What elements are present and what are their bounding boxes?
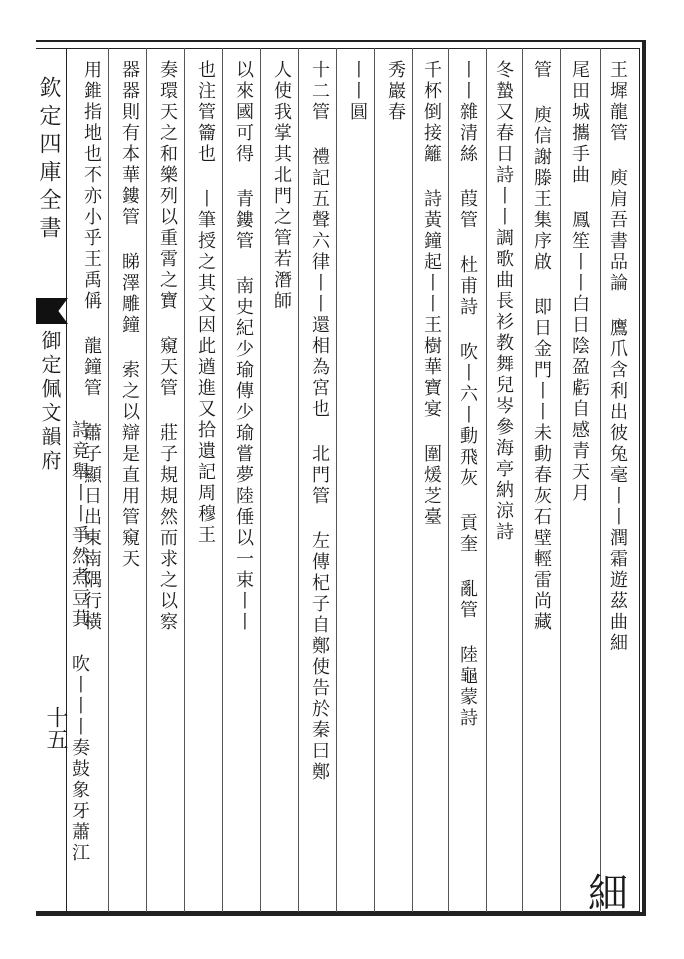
- text-column: 也注管籥也 丨筆授之其文因此遒進又拾遺記周穆王: [195, 60, 216, 546]
- text-column: 以來國可得 青鏤管 南史紀少瑜傳少瑜嘗夢陸倕以一束丨丨: [233, 60, 254, 633]
- column-rule: [374, 48, 375, 912]
- text-column: 千杯倒接籬 詩黃鐘起丨丨王樹華寶宴 圍煖芝臺: [421, 60, 442, 528]
- text-column: 丨丨雜清絲 葭管 杜甫詩 吹丨六丨動飛灰 貢奎 亂管 陸龜蒙詩: [457, 60, 478, 729]
- column-rule: [522, 48, 523, 912]
- column-rule: [486, 48, 487, 912]
- text-column: 器器則有本華鏤管 睇澤雕鐘 索之以辯是直用管窺天: [119, 60, 140, 570]
- text-column: 奏環天之和樂列以重霄之寶 窺天管 莊子規規然而求之以察: [157, 60, 178, 633]
- text-column: 管 庾信謝滕王集序啟 即日金門丨丨未動春灰石壁輕雷尚藏: [531, 60, 552, 633]
- folio-number: 十五: [43, 706, 68, 750]
- column-rule: [260, 48, 261, 912]
- text-column: 尾田城攜手曲 鳳笙丨丨白日陰盈虧自感青天月: [569, 60, 590, 504]
- text-column: 用錐指地也不亦小乎王禹偁 龍鐘管 蕭子顯日出東南隅行橫: [81, 60, 102, 633]
- column-rule: [448, 48, 449, 912]
- column-rule: [412, 48, 413, 912]
- book-subtitle: 御定佩文韻府: [38, 330, 62, 474]
- column-rule: [146, 48, 147, 912]
- column-rule: [560, 48, 561, 912]
- text-column: 秀巖春: [385, 60, 406, 123]
- column-end-character: 細: [588, 871, 628, 917]
- text-column: 丨丨圓: [347, 60, 368, 123]
- text-column: 人使我掌其北門之管若潛師: [271, 60, 292, 312]
- column-rule: [184, 48, 185, 912]
- column-rule: [336, 48, 337, 912]
- column-rule: [600, 48, 601, 912]
- column-rule: [108, 48, 109, 912]
- book-title: 欽定四庫全書: [36, 76, 61, 244]
- column-rule: [222, 48, 223, 912]
- text-column: 詩竟舉丨丨爭然煮豆萁 吹丨丨丨奏鼓象牙蕭江: [69, 420, 90, 864]
- margin-line: [66, 48, 67, 912]
- text-column: 冬蟄又春日詩丨丨調歌曲長衫教舞兒岑參海亭納涼詩: [493, 60, 514, 543]
- text-column: 十二管 禮記五聲六律丨丨還相為宮也 北門管 左傳杞子自鄭使告於秦曰鄭: [309, 60, 330, 783]
- text-column: 王墀龍管 庾肩吾書品論 鷹爪含利出彼兔毫丨丨潤霜遊茲曲細: [607, 60, 628, 654]
- column-rule: [298, 48, 299, 912]
